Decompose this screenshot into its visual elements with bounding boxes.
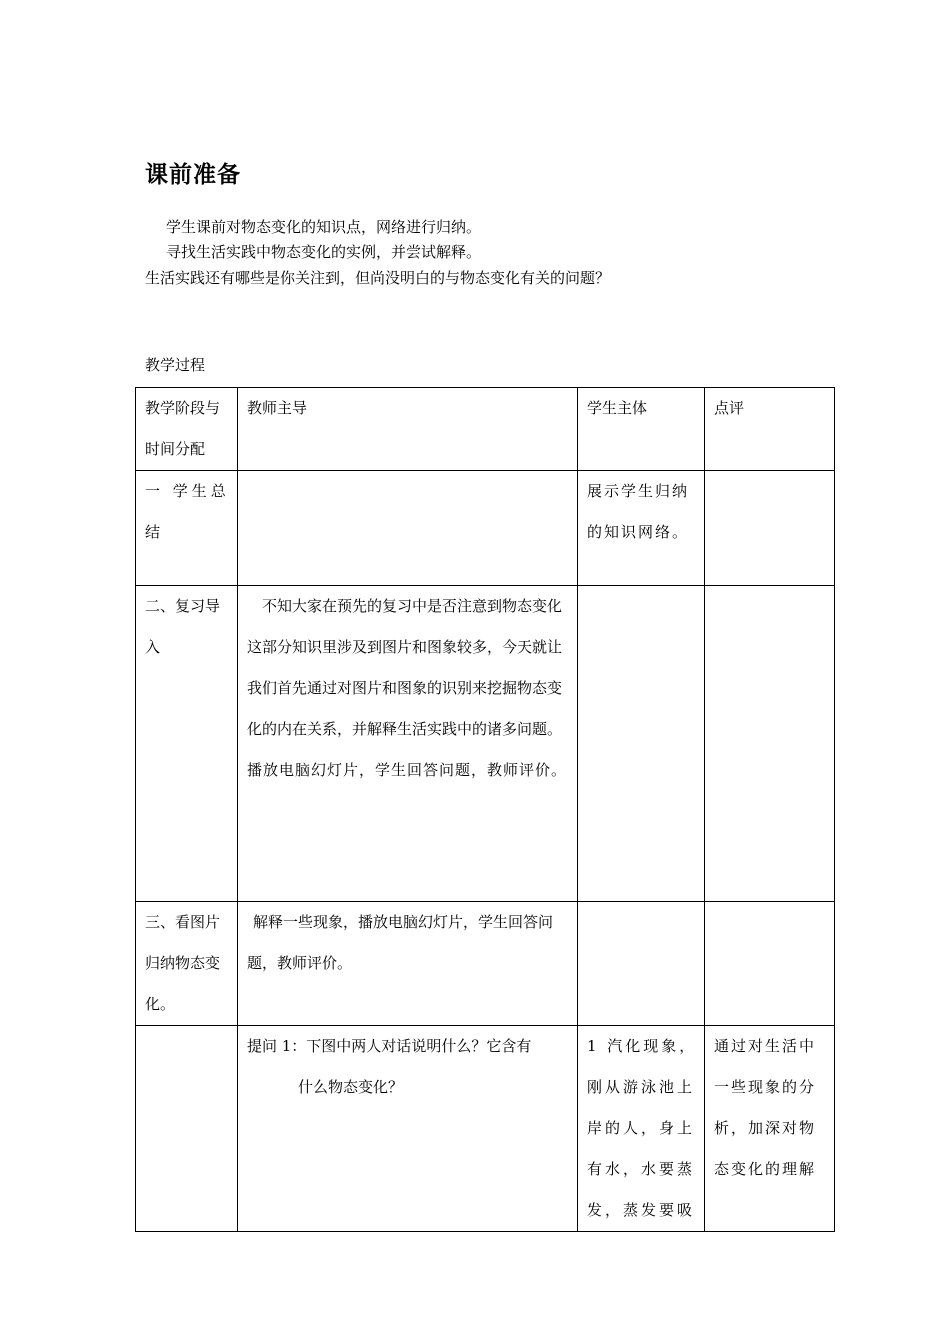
row3-teacher: 解释一些现象，播放电脑幻灯片，学生回答问题，教师评价。 — [238, 902, 578, 1026]
prep-line-1: 学生课前对物态变化的知识点，网络进行归纳。 — [166, 218, 482, 236]
row4-stage — [136, 1026, 238, 1232]
row1-comment — [705, 471, 835, 586]
page-title: 课前准备 — [145, 162, 241, 188]
row4-teacher — [238, 1026, 578, 1232]
header-teacher: 教师主导 — [238, 388, 578, 471]
prep-line-2: 寻找生活实践中物态变化的实例，并尝试解释。 — [166, 243, 482, 261]
row2-comment — [705, 586, 835, 902]
row2-teacher-text: 不知大家在预先的复习中是否注意到物态变化这部分知识里涉及到图片和图象较多，今天就让我们首先通过对图片和图象的识别来挖掘物态变化的内在关系，并解释生活实践中的诸多问题。 — [247, 597, 563, 738]
row4-student: 1 汽化现象，刚从游泳池上岸的人，身上有水，水要蒸发，蒸发要吸 — [578, 1026, 705, 1232]
row1-student: 展示学生归纳的知识网络。 — [578, 471, 705, 586]
row4-teacher-extra: 什么物态变化？ — [298, 1078, 404, 1096]
header-student: 学生主体 — [578, 388, 705, 471]
header-comment: 点评 — [705, 388, 835, 471]
row3-comment — [705, 902, 835, 1026]
table-row — [136, 471, 835, 586]
row2-stage: 二、复习导入 — [136, 586, 238, 902]
row4-teacher-text: 提问 1：下图中两人对话说明什么？它含有 — [247, 1037, 532, 1055]
table-header-row — [136, 388, 835, 471]
row2-teacher — [238, 586, 578, 902]
row3-stage: 三、看图片归纳物态变化。 — [136, 902, 238, 1026]
prep-line-3: 生活实践还有哪些是你关注到，但尚没明白的与物态变化有关的问题？ — [145, 269, 611, 287]
table-row — [136, 586, 835, 902]
row3-student — [578, 902, 705, 1026]
row2-teacher-extra: 播放电脑幻灯片，学生回答问题，教师评价。 — [247, 761, 568, 779]
header-stage: 教学阶段与时间分配 — [136, 388, 238, 471]
row4-comment: 通过对生活中一些现象的分析，加深对物态变化的理解 — [705, 1026, 835, 1232]
table-row — [136, 902, 835, 1026]
row1-teacher — [238, 471, 578, 586]
section-label: 教学过程 — [145, 356, 206, 374]
row1-stage: 一 学生总结 — [136, 471, 238, 586]
row2-student — [578, 586, 705, 902]
lesson-table — [135, 387, 835, 1232]
table-row — [136, 1026, 835, 1232]
